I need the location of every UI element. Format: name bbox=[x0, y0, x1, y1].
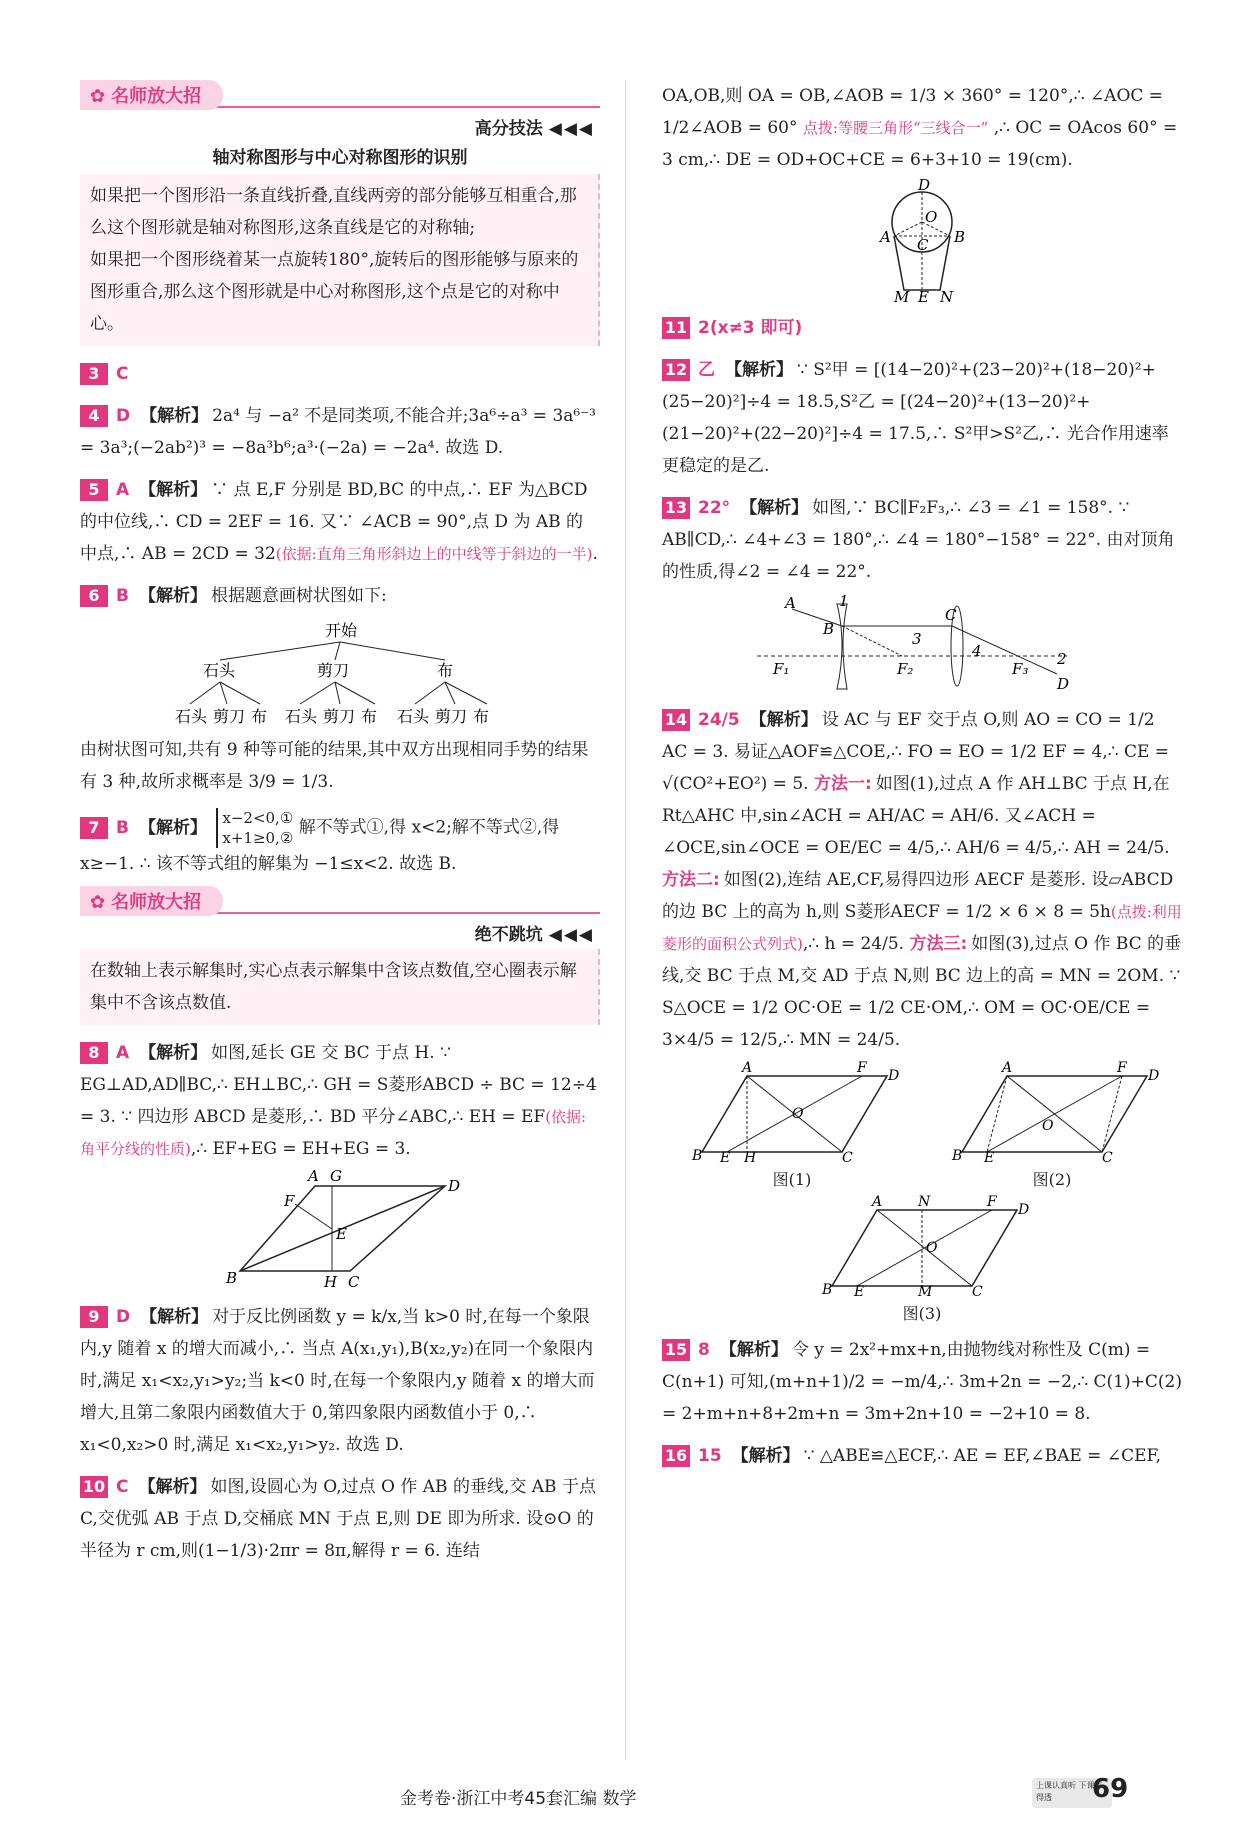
question-12 bbox=[662, 354, 1182, 482]
point-label: D bbox=[1057, 675, 1070, 693]
point-label: O bbox=[1042, 1118, 1054, 1134]
tree-leaf: 石头 bbox=[397, 707, 430, 726]
book-title: 金考卷·浙江中考45套汇编 数学 bbox=[400, 1789, 637, 1809]
point-label: E bbox=[984, 1150, 995, 1166]
point-label: B bbox=[954, 228, 966, 246]
point-label: F bbox=[1117, 1060, 1127, 1076]
answer: A bbox=[116, 1043, 130, 1063]
analysis-tag: 【解析】 bbox=[740, 498, 809, 518]
point-label: G bbox=[330, 1167, 342, 1185]
answer: A bbox=[116, 480, 130, 500]
point-label: F₂ bbox=[897, 660, 914, 678]
point-label: A bbox=[1002, 1060, 1013, 1076]
note: 点拨:等腰三角形“三线合一” bbox=[802, 119, 989, 137]
tip-icon: ✿ bbox=[90, 86, 106, 107]
answer: 2(x≠3 即可) bbox=[698, 318, 803, 338]
note: (点拨:利用菱形的面积公式列式) bbox=[662, 903, 1182, 953]
question-6 bbox=[80, 580, 600, 612]
q10-continuation bbox=[662, 80, 1182, 176]
point-label: C bbox=[917, 236, 929, 254]
tip-title: 轴对称图形与中心对称图形的识别 bbox=[212, 148, 468, 168]
point-label: N bbox=[918, 1194, 931, 1210]
point-label: B bbox=[692, 1148, 703, 1164]
tip-paragraph-2: 如果把一个图形绕着某一点旋转180°,旋转后的图形能够与原来的图形重合,那么这个图形就是中心对称图形,这个点是它的对称中心。 bbox=[90, 250, 579, 334]
analysis-end: . bbox=[592, 544, 598, 564]
tree-leaf: 剪刀 bbox=[323, 707, 356, 726]
question-number: 13 bbox=[662, 497, 690, 519]
tip-body bbox=[80, 174, 600, 346]
angle-label: 4 bbox=[972, 642, 982, 660]
point-label: A bbox=[308, 1167, 319, 1185]
analysis-text: ,∴ h = 24/5. bbox=[802, 934, 905, 954]
footer-badge: 上课认真听 下课练得透 bbox=[1032, 1778, 1112, 1808]
answer: B bbox=[116, 817, 129, 838]
question-number: 12 bbox=[662, 359, 690, 381]
inequality-system bbox=[216, 808, 293, 848]
question-number: 3 bbox=[80, 363, 108, 385]
method-label: 方法一: bbox=[813, 774, 872, 794]
analysis-text: 根据题意画树状图如下: bbox=[210, 586, 387, 606]
question-14 bbox=[662, 704, 1182, 1056]
tip-paragraph-1: 如果把一个图形沿一条直线折叠,直线两旁的部分能够互相重合,那么这个图形就是轴对称图形,这条直线是它的对称轴; bbox=[90, 186, 577, 238]
tree-leaf: 剪刀 bbox=[435, 707, 468, 726]
analysis-text: 如图(2),连结 AE,CF,易得四边形 AECF 是菱形. 设▱ABCD 的边 BC 上的高为 h,则 S菱形AECF = 1/2 × 6 × 8 = 5h bbox=[662, 870, 1174, 922]
analysis-tag: 【解析】 bbox=[749, 710, 818, 730]
analysis-text: 如图(1),过点 A 作 AH⊥BC 于点 H,在 Rt△AHC 中,sin∠ACH = AH/AC = AH/6. 又∠ACH = ∠OCE,sin∠OCE = OE/EC = 4/5,∴ AH/6 = 4/5,∴ AH = 24/5. bbox=[662, 774, 1170, 858]
question-number: 6 bbox=[80, 585, 108, 607]
tree-leaf: 石头 bbox=[285, 707, 318, 726]
note: (依据:角平分线的性质) bbox=[80, 1108, 587, 1158]
point-label: F bbox=[284, 1192, 295, 1210]
angle-label: 3 bbox=[912, 630, 922, 648]
analysis-text: 如图(3),过点 O 作 BC 的垂线,交 BC 于点 M,交 AD 于点 N,则 BC 边上的高 = MN = 2OM. ∵ S△OCE = 1/2 OC·OE = 1/2 CE·OM,∴ OM = OC·OE/CE = 3×4/5 = 12/5,∴ MN = 24/5. bbox=[662, 934, 1182, 1050]
tip-tag: 绝不跳坑 ◀◀◀ bbox=[474, 925, 594, 945]
point-label: H bbox=[324, 1273, 338, 1291]
point-label: F bbox=[857, 1060, 867, 1076]
point-label: M bbox=[918, 1284, 933, 1300]
parallelogram-figure-2 bbox=[952, 1060, 1160, 1166]
point-label: E bbox=[720, 1150, 731, 1166]
point-label: A bbox=[785, 594, 796, 612]
analysis-tag: 【解析】 bbox=[138, 817, 207, 838]
analysis-text: 解不等式①,得 x<2;解不等式②,得 x≥−1. ∴ 该不等式组的解集为 −1≤x<2. 故选 B. bbox=[80, 817, 560, 874]
analysis-tag: 【解析】 bbox=[139, 480, 208, 500]
tip-icon: ✿ bbox=[90, 892, 106, 913]
tree-leaf: 布 bbox=[473, 707, 490, 726]
question-10 bbox=[80, 1471, 600, 1567]
page-number: 69 bbox=[1092, 1774, 1129, 1804]
analysis-text: ∵ △ABE≌△ECF,∴ AE = EF,∠BAE = ∠CEF, bbox=[803, 1446, 1162, 1466]
point-label: D bbox=[888, 1068, 900, 1084]
figure-3 bbox=[822, 1194, 1030, 1324]
tip-label: ✿ 名师放大招 bbox=[80, 886, 223, 916]
analysis-text: 2a⁴ 与 −a² 不是同类项,不能合并;3a⁶÷a³ = 3a⁶⁻³ = 3a³;(−2ab²)³ = −8a³b⁶;a³·(−2a) = −2a⁴. 故选 D. bbox=[80, 406, 596, 458]
point-label: D bbox=[1018, 1202, 1030, 1218]
point-label: O bbox=[925, 208, 938, 226]
point-label: F bbox=[987, 1194, 997, 1210]
figure-caption: 图(3) bbox=[902, 1304, 942, 1323]
question-number: 8 bbox=[80, 1042, 108, 1064]
point-label: E bbox=[336, 1225, 347, 1243]
question-11 bbox=[662, 312, 1182, 344]
point-label: N bbox=[940, 288, 954, 306]
answer: 15 bbox=[698, 1446, 722, 1466]
point-label: C bbox=[972, 1284, 983, 1300]
answer: C bbox=[116, 1477, 129, 1497]
question-number: 4 bbox=[80, 405, 108, 427]
tip-box-pitfall bbox=[80, 886, 600, 1025]
point-label: C bbox=[945, 606, 957, 624]
point-label: B bbox=[822, 1282, 833, 1298]
q10-end: ,∴ OC = OAcos 60° = 3 cm,∴ DE = OD+OC+CE = 6+3+10 = 19(cm). bbox=[662, 118, 1178, 170]
figure-caption: 图(1) bbox=[772, 1170, 812, 1189]
point-label: O bbox=[792, 1106, 804, 1122]
page-footer bbox=[0, 1776, 1250, 1816]
tip-header bbox=[80, 886, 600, 914]
point-label: E bbox=[918, 288, 929, 306]
angle-label: 2 bbox=[1057, 650, 1067, 668]
tree-leaf: 布 bbox=[361, 707, 378, 726]
analysis-tag: 【解析】 bbox=[140, 1307, 209, 1327]
point-label: F₁ bbox=[773, 660, 790, 678]
question-number: 5 bbox=[80, 479, 108, 501]
inequality-1: x−2<0,① bbox=[222, 809, 294, 827]
column-divider bbox=[625, 80, 626, 1760]
arrows-icon: ◀◀◀ bbox=[548, 119, 594, 139]
question-number: 9 bbox=[80, 1306, 108, 1328]
point-label: B bbox=[823, 620, 835, 638]
inequality-2: x+1≥0,② bbox=[222, 829, 294, 847]
tip-tag: 高分技法 ◀◀◀ bbox=[474, 119, 594, 139]
tree-node: 布 bbox=[437, 661, 454, 680]
question-7 bbox=[80, 808, 600, 880]
question-16 bbox=[662, 1440, 1182, 1472]
analysis-tag: 【解析】 bbox=[731, 1446, 800, 1466]
point-label: C bbox=[348, 1273, 360, 1291]
question-number: 7 bbox=[80, 817, 108, 839]
answer: B bbox=[116, 586, 129, 606]
answer: D bbox=[116, 406, 131, 426]
tree-node: 剪刀 bbox=[317, 661, 350, 680]
bucket-figure-q10 bbox=[862, 176, 982, 306]
analysis-tag: 【解析】 bbox=[138, 586, 207, 606]
q14-figures-row bbox=[662, 1062, 1182, 1190]
tree-root: 开始 bbox=[325, 621, 358, 640]
answer: 乙 bbox=[698, 360, 715, 380]
tip-body: 在数轴上表示解集时,实心点表示解集中含该点数值,空心圈表示解集中不含该点数值. bbox=[80, 949, 600, 1025]
question-number: 10 bbox=[80, 1476, 108, 1498]
analysis-text: 如图,延长 GE 交 BC 于点 H. ∵ EG⊥AD,AD∥BC,∴ EH⊥BC,∴ GH = S菱形ABCD ÷ BC = 12÷4 = 3. ∵ 四边形 ABCD 是菱形,∴ BD 平分∠ABC,∴ EH = EF bbox=[80, 1043, 597, 1127]
analysis-text: 设 AC 与 EF 交于点 O,则 AO = CO = 1/2 AC = 3. 易证△AOF≌△COE,∴ FO = EO = 1/2 EF = 4,∴ CE = √(CO²+EO²) = 5. bbox=[662, 710, 1170, 794]
tree-diagram bbox=[175, 618, 505, 728]
point-label: D bbox=[448, 1177, 461, 1195]
method-label: 方法三: bbox=[909, 934, 968, 954]
analysis-tag: 【解析】 bbox=[138, 1477, 207, 1497]
answer: C bbox=[116, 364, 129, 384]
analysis-text: ∵ S²甲 = [(14−20)²+(23−20)²+(18−20)²+(25−20)²]÷4 = 18.5,S²乙 = [(24−20)²+(13−20)²+(21−20)²+(22−20)²]÷4 = 17.5,∴ S²甲>S²乙,∴ 光合作用速率更稳定的是乙. bbox=[662, 360, 1169, 476]
angle-label: 1 bbox=[839, 592, 849, 610]
right-column bbox=[662, 80, 1182, 1478]
tree-leaf: 剪刀 bbox=[213, 707, 246, 726]
q6-conclusion: 由树状图可知,共有 9 种等可能的结果,其中双方出现相同手势的结果有 3 种,故所求概率是 3/9 = 1/3. bbox=[80, 740, 589, 792]
tree-leaf: 石头 bbox=[175, 707, 208, 726]
analysis-tag: 【解析】 bbox=[140, 406, 209, 426]
arrows-icon: ◀◀◀ bbox=[548, 925, 594, 945]
q10-text: OA,OB,则 OA = OB,∠AOB = 1/3 × 360° = 120°,∴ ∠AOC = 1/2∠AOB = 60° bbox=[662, 86, 1164, 138]
analysis-text: 如图,∵ BC∥F₂F₃,∴ ∠3 = ∠1 = 158°. ∵ AB∥CD,∴ ∠4+∠3 = 180°,∴ ∠4 = 180°−158° = 22°. 由对顶角的性质,得∠2 = ∠4 = 22°. bbox=[662, 498, 1175, 582]
point-label: B bbox=[952, 1148, 963, 1164]
tree-node: 石头 bbox=[203, 661, 236, 680]
analysis-end: ,∴ EF+EG = EH+EG = 3. bbox=[190, 1139, 411, 1159]
question-number: 14 bbox=[662, 709, 690, 731]
analysis-text: ∵ 点 E,F 分别是 BD,BC 的中点,∴ EF 为△BCD 的中位线,∴ CD = 2EF = 16. 又∵ ∠ACB = 90°,点 D 为 AB 的中点,∴ AB = 2CD = 32 bbox=[80, 480, 588, 564]
note: (依据:直角三角形斜边上的中线等于斜边的一半) bbox=[275, 545, 593, 563]
tip-header bbox=[80, 80, 600, 108]
point-label: F₃ bbox=[1012, 660, 1029, 678]
analysis-text: 对于反比例函数 y = k/x,当 k>0 时,在每一个象限内,y 随着 x 的增大而减小,∴ 当点 A(x₁,y₁),B(x₂,y₂)在同一个象限内时,满足 x₁<x₂,y₁>y₂;当 k<0 时,在每一个象限内,y 随着 x 的增大而增大,且第二象限内函数值大于 0,第四象限内函数值小于 0,∴ x₁<0,x₂>0 时,满足 x₁<x₂,y₁>y₂. 故选 D. bbox=[80, 1307, 595, 1455]
analysis-tag: 【解析】 bbox=[725, 360, 793, 380]
point-label: D bbox=[1148, 1068, 1160, 1084]
point-label: H bbox=[744, 1150, 757, 1166]
figure-caption: 图(2) bbox=[1032, 1170, 1072, 1189]
figure-1 bbox=[692, 1060, 900, 1190]
optics-figure-q13 bbox=[757, 594, 1087, 694]
question-4 bbox=[80, 400, 600, 464]
point-label: A bbox=[872, 1194, 883, 1210]
point-label: B bbox=[226, 1269, 238, 1287]
analysis-tag: 【解析】 bbox=[719, 1340, 788, 1360]
point-label: O bbox=[926, 1240, 938, 1256]
question-8 bbox=[80, 1037, 600, 1165]
point-label: D bbox=[918, 176, 931, 194]
parallelogram-figure-1 bbox=[692, 1060, 900, 1166]
parallelogram-figure-3 bbox=[822, 1194, 1030, 1300]
question-number: 15 bbox=[662, 1339, 690, 1361]
question-13 bbox=[662, 492, 1182, 588]
analysis-tag: 【解析】 bbox=[139, 1043, 208, 1063]
tree-leaf: 布 bbox=[251, 707, 268, 726]
answer: 24/5 bbox=[698, 710, 740, 730]
question-9 bbox=[80, 1301, 600, 1461]
figure-2 bbox=[952, 1060, 1160, 1190]
question-5 bbox=[80, 474, 600, 570]
method-label: 方法二: bbox=[662, 870, 720, 890]
analysis-text: 令 y = 2x²+mx+n,由抛物线对称性及 C(m) = C(n+1) 可知,(m+n+1)/2 = −m/4,∴ 3m+2n = −2,∴ C(1)+C(2) = 2+m+n+8+2m+n = 3m+2n+10 = −2+10 = 8. bbox=[662, 1340, 1182, 1424]
tip-box-high-score bbox=[80, 80, 600, 346]
question-15 bbox=[662, 1334, 1182, 1430]
analysis-text: 如图,设圆心为 O,过点 O 作 AB 的垂线,交 AB 于点 C,交优弧 AB 于点 D,交桶底 MN 于点 E,则 DE 即为所求. 设⊙O 的半径为 r cm,则(1−1/3)·2πr = 8π,解得 r = 6. 连结 bbox=[80, 1477, 596, 1561]
point-label: A bbox=[880, 228, 891, 246]
answer: D bbox=[116, 1307, 131, 1327]
rhombus-figure-q8 bbox=[220, 1167, 461, 1291]
tip-label: ✿ 名师放大招 bbox=[80, 80, 223, 110]
point-label: C bbox=[842, 1150, 853, 1166]
point-label: E bbox=[854, 1284, 865, 1300]
question-3 bbox=[80, 358, 600, 390]
question-number: 16 bbox=[662, 1445, 690, 1467]
point-label: M bbox=[894, 288, 910, 306]
answer: 8 bbox=[698, 1340, 710, 1360]
point-label: C bbox=[1102, 1150, 1113, 1166]
question-number: 11 bbox=[662, 317, 690, 339]
answer: 22° bbox=[698, 498, 731, 518]
left-column bbox=[80, 80, 600, 1573]
point-label: A bbox=[742, 1060, 753, 1076]
